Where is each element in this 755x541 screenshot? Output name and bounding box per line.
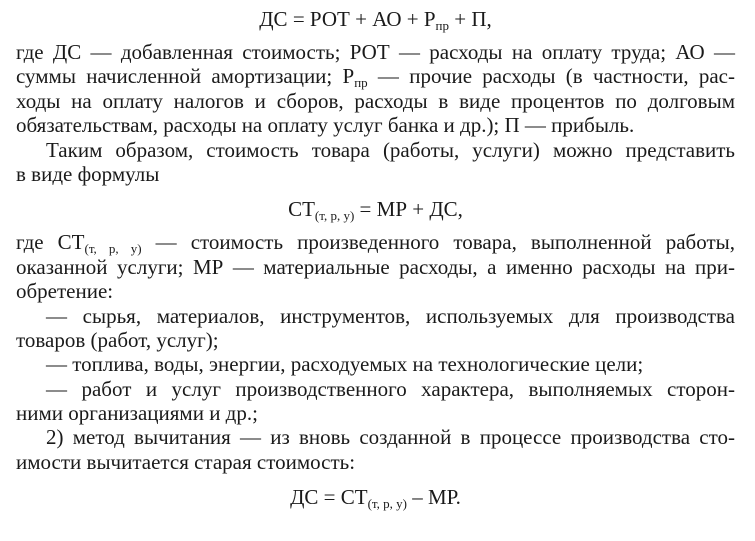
text-subscript: пр: [354, 75, 368, 91]
text-line: [16, 230, 735, 257]
text-line: где ДС — добавленная стоимость; РОТ — расходы на оплату труда; АО —: [16, 40, 735, 64]
paragraph-where-ct: [16, 230, 735, 303]
formula-rhs: РОТ + АО + Р: [309, 7, 436, 31]
formula-eq: =: [292, 7, 305, 31]
list-item: — сырья, материалов, инструментов, используемых для производства: [46, 303, 735, 328]
text-span: — стоимость произведенного товара, выполненной работы,: [141, 230, 735, 255]
document-page: [16, 0, 735, 512]
formula-lhs: СТ: [288, 197, 315, 222]
formula-product-cost: [16, 194, 735, 224]
formula-rhs-tail: + П,: [448, 7, 492, 31]
formula-rhs: – МР.: [406, 485, 461, 510]
text-line: Таким образом, стоимость товара (работы, услуги) можно представить: [46, 137, 735, 162]
text-line: 2) метод вычитания — из вновь созданной в процессе производства сто-: [46, 425, 735, 450]
text-line: в виде формулы: [16, 161, 160, 186]
list-material-costs: [16, 304, 735, 426]
formula-subscript: (т, р, у): [367, 496, 407, 512]
formula-subscript: (т, р, у): [314, 208, 355, 224]
formula-subtraction: [16, 482, 735, 512]
text-line: ходы на оплату налогов и сборов, расходы в виде процентов по долговым: [16, 88, 735, 113]
formula-value-added: [16, 4, 735, 34]
formula-subscript: пр: [435, 18, 449, 33]
text-span: — прочие расходы (в частности, рас-: [367, 64, 735, 89]
formula-lhs: ДС: [259, 7, 288, 31]
list-item: — топлива, воды, энергии, расходуемых на технологические цели;: [46, 352, 644, 377]
formula-rhs: = МР + ДС,: [354, 197, 463, 222]
text-span: суммы начисленной амортизации; Р: [16, 64, 355, 89]
list-item-continuation: ними организациями и др.;: [16, 401, 258, 426]
text-line: обретение:: [16, 279, 114, 304]
text-line: [16, 64, 735, 91]
text-line: оказанной услуги; МР — материальные расходы, а именно расходы на при-: [16, 254, 735, 279]
text-subscript: (т, р, у): [84, 241, 142, 257]
formula-lhs: ДС = СТ: [290, 485, 368, 510]
list-item: — работ и услуг производственного характера, выполняемых сторон-: [46, 376, 735, 401]
list-item-continuation: товаров (работ, услуг);: [16, 327, 219, 352]
paragraph-subtraction-method: [16, 425, 735, 474]
paragraph-definitions: [16, 40, 735, 138]
paragraph-thus: [16, 138, 735, 187]
text-line: имости вычитается старая стоимость:: [16, 449, 356, 474]
text-line: обязательствам, расходы на оплату услуг банка и др.); П — прибыль.: [16, 113, 635, 138]
text-span: где СТ: [16, 230, 85, 255]
